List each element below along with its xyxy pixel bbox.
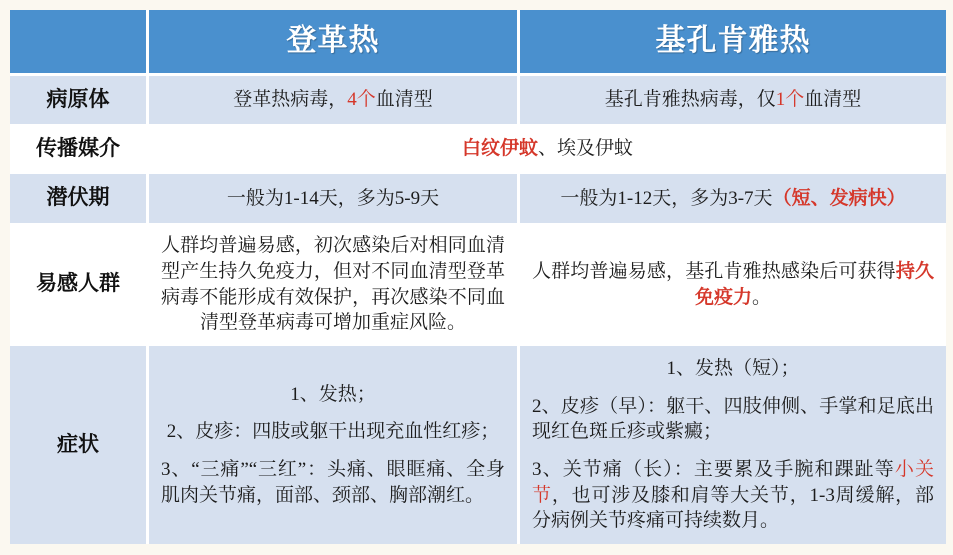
text-segment: 血清型 [375,89,433,111]
text-segment-red: （短、发病快） [772,187,906,209]
pathogen-dengue-text [233,87,433,113]
header-dengue: 登革热 [149,10,517,73]
row-label-susceptible: 易感人群 [10,226,146,343]
row-label-incubation: 潜伏期 [10,174,146,223]
comparison-table [10,10,946,544]
header-chikungunya: 基孔肯雅热 [520,10,946,73]
text-segment: 登革热病毒， [233,89,348,111]
text-segment-red: 持久免疫力 [694,260,934,308]
text-segment: ，也可涉及膝和肩等大关节，1-3周缓解，部分病例关节疼痛可持续数月。 [532,484,934,532]
pathogen-chik-text [605,87,862,113]
symptoms-chik-line3 [520,451,946,540]
row-label-pathogen: 病原体 [10,76,146,124]
vector-merged-cell [149,127,946,171]
susceptible-dengue-cell [149,226,517,343]
vector-text [462,136,633,162]
susceptible-chik-text [520,253,946,316]
incubation-chik-text [560,186,905,212]
row-label-vector: 传播媒介 [10,127,146,171]
text-segment: 人群均普遍易感，基孔肯雅热感染后可获得 [532,260,896,282]
symptoms-chik-line2: 2、皮疹（早）：躯干、四肢伸侧、手掌和足底出现红色斑丘疹或紫癜； [532,395,934,443]
text-segment-red: 4个 [347,89,376,111]
header-corner-cell [10,10,146,73]
symptoms-chik-cell [520,346,946,544]
text-segment: 3、关节痛（长）：主要累及手腕和踝趾等 [532,459,895,480]
text-segment: 。 [752,286,772,308]
text-segment-red: 白纹伊蚊 [461,138,538,160]
susceptible-dengue-text: 人群均普遍易感，初次感染后对相同血清型产生持久免疫力，但对不同血清型登革病毒不能形成有效保护，再次感染不同血清型登革病毒可增加重症风险。 [161,235,505,334]
text-segment-red: 小关节 [532,459,934,506]
incubation-chik-cell [520,174,946,223]
symptoms-dengue-line3: 3、“三痛”“三红”：头痛、眼眶痛、全身肌肉关节痛，面部、颈部、胸部潮红。 [161,459,505,506]
text-segment: 一般为1-12天，多为3-7天 [560,187,773,209]
text-segment: 、埃及伊蚊 [538,138,634,160]
pathogen-chik-cell [520,76,946,124]
incubation-dengue-text: 一般为1-14天，多为5-9天 [226,187,440,209]
incubation-dengue-cell [149,174,517,223]
text-segment-red: 1个 [775,89,805,111]
pathogen-dengue-cell [149,76,517,124]
text-segment: 基孔肯雅热病毒，仅 [604,89,776,111]
symptoms-chik-line1: 1、发热（短）； [666,358,800,380]
symptoms-dengue-line1: 1、发热； [290,383,376,405]
symptoms-dengue-line2: 2、皮疹：四肢或躯干出现充血性红疹； [166,421,500,443]
symptoms-dengue-cell [149,346,517,544]
text-segment: 血清型 [804,89,862,111]
row-label-symptoms: 症状 [10,346,146,544]
susceptible-chik-cell [520,226,946,343]
